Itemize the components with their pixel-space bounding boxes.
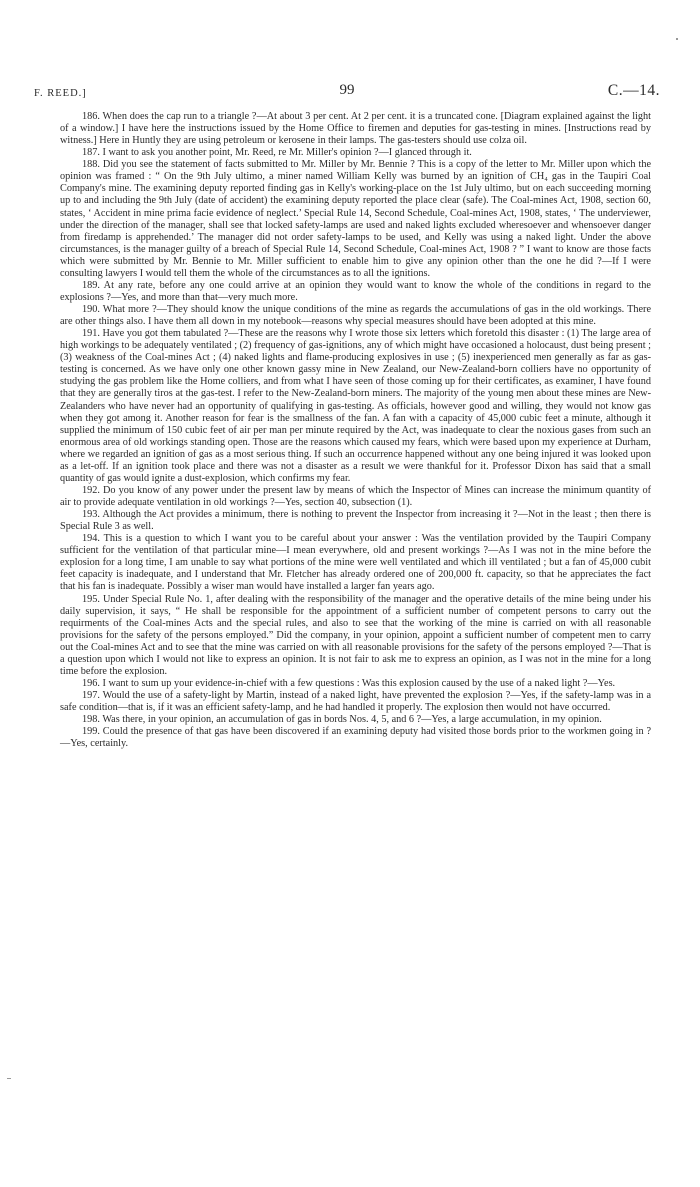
- question-194: 194. This is a question to which I want you to be careful about your answer : Was the ventilation provided by the Taupiri Company sufficient for the ventilation of that particular mine—I mean everywhere, old and present workings ?—As I was not in the mine before the explosion for a long time, I am unable to say what portions of the mine were well ventilated and which ill ventilated ; but a fan of 45,000 cubit feet capacity is inadequate, and I understand that Mr. Fletcher has already ordered one of 200,000 ft. capacity, so that he appreciates the fact that his fan is inadequate. Possibly a wiser man would have installed a larger fan years ago.: [60, 533, 651, 593]
- question-193: 193. Although the Act provides a minimum, there is nothing to prevent the Inspector from increasing it ?—Not in the least ; then there is Special Rule 3 as well.: [60, 509, 651, 533]
- question-191: 191. Have you got them tabulated ?—These are the reasons why I wrote those six letters which foretold this disaster : (1) The large area of high workings to be adequately ventilated ; (2) frequency of gas-ignitions, any of which might have occasioned a holocaust, dust being present ; (3) weakness of the Coal-mines Act ; (4) naked lights and flame-producing explosives in use ; (5) inexperienced men generally as far as gas-testing is concerned. As we have only one other known gassy mine in New Zealand, our New-Zealand-born colliers have no opportunity of studying the gas problem like the Home colliers, and from what I have seen of those coming up for their certificates, as examiner, I have found that they are generally tiros at the gas-test. I refer to the New-Zealand-born miners. The majority of the young men about these mines are New-Zealanders who have never had an opportunity of qualifying in gas-testing. As officials, however good and willing, they would not know gas when they got among it. Another reason for fear is the smallness of the fan. A fan with a capacity of 45,000 cubic feet a minute, although it supplied the minimum of 150 cubic feet of air per man per minute required by the Act, was inadequate to clear the noxious gases from such an enormous area of old workings standing open. Those are the reasons which caused my fears, which were based upon my experience at Durham, where we regarded an ignition of gas as a most serious thing. If such an occurrence happened without any one being injured it was looked upon as a let-off. If an ignition took place and there was not a disaster as a result we were thankful for it. Professor Dixon has said that a small quantity of gas would ignite a dust-explosion, which confirms my fear.: [60, 328, 651, 484]
- question-197: 197. Would the use of a safety-light by Martin, instead of a naked light, have prevented the explosion ?—Yes, if the safety-lamp was in a safe condition—that is, if it was an efficient safety-lamp, and he had handled it properly. The explosion then would not have occurred.: [60, 690, 651, 714]
- scan-mark: [7, 1078, 11, 1079]
- document-reference: C.—14.: [607, 82, 660, 99]
- question-189: 189. At any rate, before any one could arrive at an opinion they would want to know the whole of the conditions in regard to the explosions ?—Yes, and more than that—very much more.: [60, 279, 651, 303]
- page-header: [34, 82, 660, 106]
- question-196: 196. I want to sum up your evidence-in-chief with a few questions : Was this explosion caused by the use of a naked light ?—Yes.: [82, 677, 616, 689]
- question-188: 188. Did you see the statement of facts submitted to Mr. Miller by Mr. Bennie ? This is a copy of the letter to Mr. Miller upon which the opinion was framed : “ On the 9th July ultimo, a miner named William Kelly was burned by an ignition of CH₄ gas in the Taupiri Coal Company's mine. The examining deputy reported finding gas in Kelly's working-place on the 1st July ultimo, but on each succeeding morning up to and including the 9th July (date of accident) the examining deputy reported the place clear (safe). The Coal-mines Act, 1908, section 60, states, ‘ Accident in mine prima facie evidence of neglect.’ Special Rule 14, Second Schedule, Coal-mines Act, 1908, states, ‘ The underviewer, under the direction of the manager, shall see that locked safety-lamps are used and naked lights excluded wheresoever and whensoever danger from firedamp is apprehended.’ The manager did not order safety-lamps to be used, and Kelly was using a naked light. Under the above circumstances, is the manager guilty of a breach of Special Rule 14, Second Schedule, Coal-mines Act, 1908 ? ” I want to know are those facts which were submitted by Mr. Bennie to Mr. Miller sufficient to enable him to give any opinion other than the one he did ?—If I were consulting lawyers I would tell them the whole of the circumstances as to all the ignitions.: [60, 159, 651, 279]
- question-199: 199. Could the presence of that gas have been discovered if an examining deputy had visited those bords prior to the workmen going in ?—Yes, certainly.: [60, 726, 651, 750]
- question-187: 187. I want to ask you another point, Mr. Reed, re Mr. Miller's opinion ?—I glanced through it.: [82, 147, 472, 159]
- question-190: 190. What more ?—They should know the unique conditions of the mine as regards the accumulations of gas in the old workings. There are other things also. I have them all down in my notebook—reasons why special measures should have been adopted at this mine.: [60, 304, 651, 328]
- question-198: 198. Was there, in your opinion, an accumulation of gas in bords Nos. 4, 5, and 6 ?—Yes, a large accumulation, in my opinion.: [82, 714, 602, 726]
- question-192: 192. Do you know of any power under the present law by means of which the Inspector of Mines can increase the minimum quantity of air to provide adequate ventilation in old workings ?—Yes, section 40, subsection (1).: [60, 484, 651, 508]
- testimony-body: [60, 111, 651, 750]
- question-195: 195. Under Special Rule No. 1, after dealing with the responsibility of the manager and the operative details of the mine being under his daily supervision, it says, “ He shall be responsible for the appointment of a sufficient number of competent persons to carry out the requirments of the Coal-mines Acts and the special rules, and also to see that the working of the mine is carried on with all reasonable provisions for the safety of the persons employed.” Did the company, in your opinion, appoint a sufficient number of competent men to carry out the Coal-mines Act and to see that the mine was carried on with all reasonable provisions for the safety of the persons employed ?—That is a question upon which I would not like to express an opinion. It is not fair to ask me to express an opinion, as I was not in the mine for a long time before the explosion.: [60, 593, 651, 677]
- question-186: 186. When does the cap run to a triangle ?—At about 3 per cent. At 2 per cent. it is a truncated cone. [Diagram explained against the light of a window.] I have here the instructions issued by the Home Office to firemen and deputies for gas-testing in mines. [Instructions read by witness.] Here in Huntly they are using petroleum or kerosene in their lamps. The gas-testers should use colza oil.: [60, 111, 651, 147]
- witness-name: F. REED.]: [34, 88, 87, 99]
- scan-speck: [676, 38, 678, 40]
- page-number: 99: [339, 82, 355, 98]
